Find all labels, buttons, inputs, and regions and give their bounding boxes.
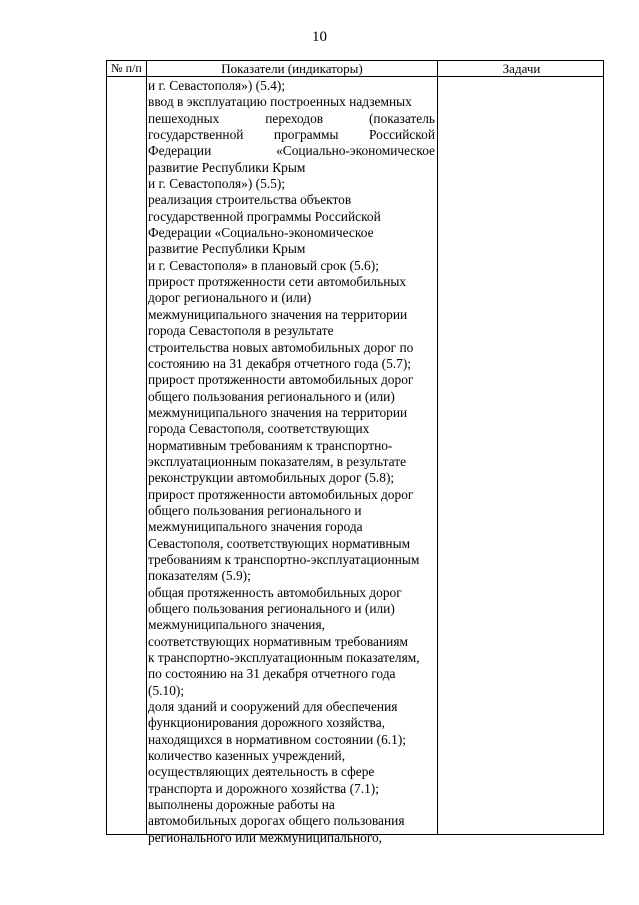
indicator-line: общего пользования регионального и (или) xyxy=(148,601,395,616)
indicator-line: прирост протяженности сети автомобильных xyxy=(148,274,407,290)
indicator-line: города Севастополя, соответствующих xyxy=(148,421,370,437)
indicator-line: осуществляющих деятельность в сфере xyxy=(148,764,375,780)
indicator-line: ввод в эксплуатацию построенных надземных xyxy=(148,94,412,110)
indicator-line: доля зданий и сооружений для обеспечения xyxy=(148,699,398,715)
indicator-line: общего пользования регионального и (или) xyxy=(148,388,395,404)
header-tasks: Задачи xyxy=(502,61,541,76)
indicator-line: Севастополя, соответствующих нормативным xyxy=(148,535,411,551)
header-row-divider xyxy=(107,76,603,77)
indicator-line: государственной программы Российской xyxy=(148,127,435,143)
indicator-line: находящихся в нормативном состоянии (6.1); xyxy=(148,731,406,747)
indicator-line: межмуниципального значения на территории xyxy=(148,306,408,322)
page-number: 10 xyxy=(312,29,327,45)
indicator-line: и г. Севастополя») (5.4); xyxy=(148,78,286,93)
indicator-line: Федерации «Социально-экономическое xyxy=(148,225,374,241)
indicator-line: межмуниципального значения города xyxy=(148,519,363,535)
indicator-line: эксплуатационным показателям, в результате xyxy=(148,453,407,469)
indicator-line: и г. Севастополя» в плановый срок (5.6); xyxy=(148,257,379,273)
header-indicators: Показатели (индикаторы) xyxy=(221,61,363,76)
indicator-line: выполнены дорожные работы на xyxy=(148,797,335,813)
indicator-line: показателям (5.9); xyxy=(148,568,251,584)
indicator-line: нормативным требованиям к транспортно- xyxy=(148,437,393,453)
indicator-line: дорог регионального и (или) xyxy=(148,290,312,306)
indicator-line: города Севастополя в результате xyxy=(148,323,334,339)
indicator-line: количество казенных учреждений, xyxy=(148,748,346,764)
indicator-line: прирост протяженности автомобильных дорог xyxy=(148,372,414,388)
indicator-line: межмуниципального значения, xyxy=(148,617,325,633)
indicator-line: развитие Республики Крым xyxy=(148,241,306,257)
indicator-line: регионального или межмуниципального, xyxy=(148,829,383,845)
indicator-line: соответствующих нормативным требованиям xyxy=(148,633,408,649)
indicator-line: реконструкции автомобильных дорог (5.8); xyxy=(148,470,395,486)
indicator-line: функционирования дорожного хозяйства, xyxy=(148,715,385,731)
indicator-line: реализация строительства объектов xyxy=(148,192,352,208)
indicator-line: межмуниципального значения на территории xyxy=(148,404,408,420)
indicator-line: транспорта и дорожного хозяйства (7.1); xyxy=(148,780,379,796)
header-number: № п/п xyxy=(111,61,142,75)
indicator-line: состоянию на 31 декабря отчетного года (5.7); xyxy=(148,355,411,371)
indicator-line: автомобильных дорогах общего пользования xyxy=(148,813,405,829)
indicator-line: общая протяженность автомобильных дорог xyxy=(148,584,402,600)
indicator-line: общего пользования регионального и xyxy=(148,502,362,518)
indicator-line: Федерации «Социально-экономическое xyxy=(148,143,435,159)
indicator-line: к транспортно-эксплуатационным показателям, xyxy=(148,650,420,666)
indicators-table xyxy=(106,60,604,845)
indicator-line: прирост протяженности автомобильных дорог xyxy=(148,486,414,502)
indicator-line: пешеходных переходов (показатель xyxy=(148,110,435,126)
indicator-line: и г. Севастополя») (5.5); xyxy=(148,176,286,192)
indicator-line: строительства новых автомобильных дорог по xyxy=(148,339,414,355)
indicator-line: по состоянию на 31 декабря отчетного года xyxy=(148,666,396,682)
indicator-line: требованиям к транспортно-эксплуатационным xyxy=(148,551,420,567)
indicators-cell xyxy=(147,78,435,846)
indicator-line: (5.10); xyxy=(148,682,185,698)
column-divider-tasks xyxy=(437,61,438,834)
indicator-line: государственной программы Российской xyxy=(148,208,381,224)
indicator-line: развитие Республики Крым xyxy=(148,159,306,175)
